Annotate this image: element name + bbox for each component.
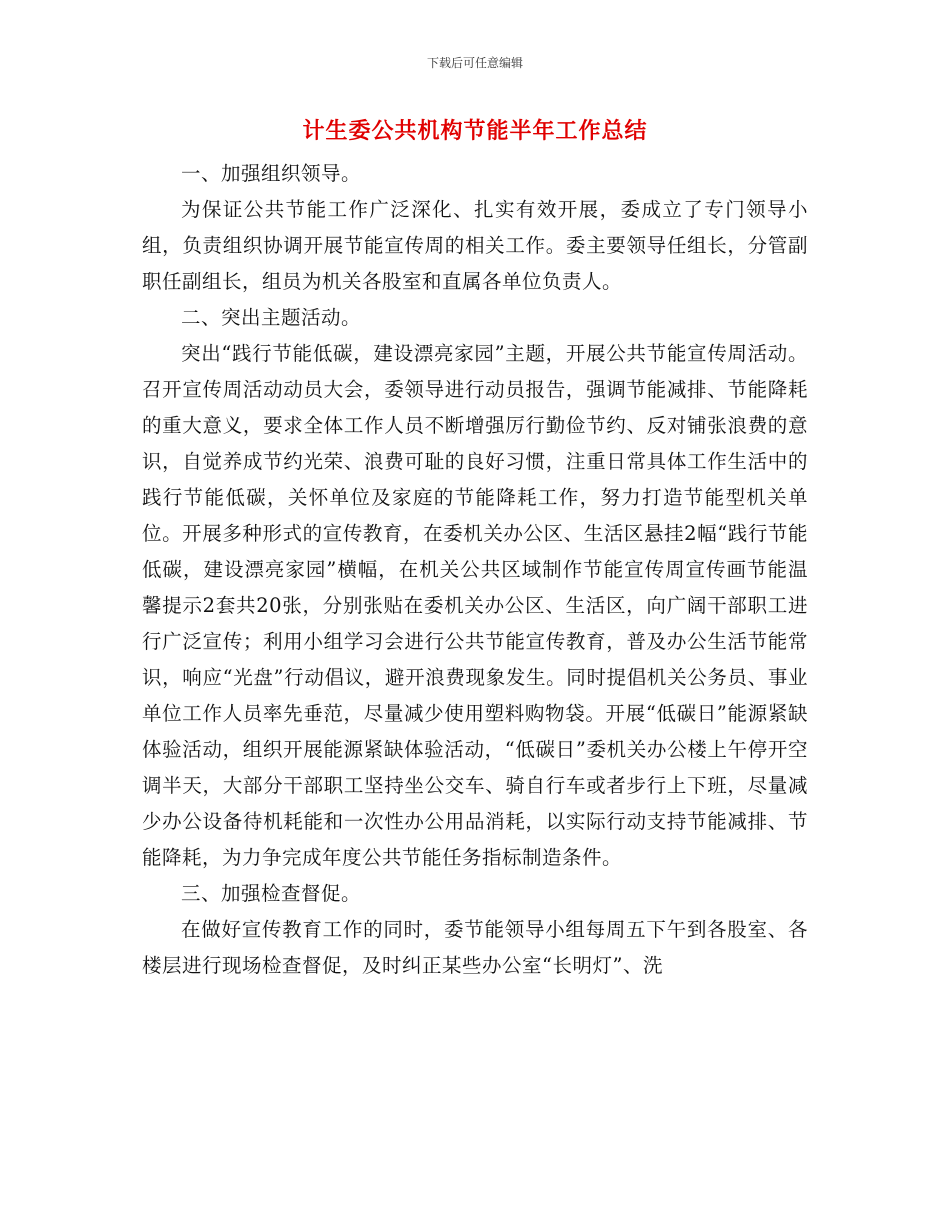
paragraph-theme-activities: 突出“践行节能低碳，建设漂亮家园”主题，开展公共节能宣传周活动。召开宣传周活动动员大会，委领导进行动员报告，强调节能减排、节能降耗的重大意义，要求全体工作人员不断增强厉行勤俭节约、反对铺张浪费的意识，自觉养成节约光荣、浪费可耻的良好习惯，注重日常具体工作生活中的践行节能低碳，关怀单位及家庭的节能降耗工作，努力打造节能型机关单位。开展多种形式的宣传教育，在委机关办公区、生活区悬挂2幅“践行节能低碳，建设漂亮家园”横幅，在机关公共区域制作节能宣传周宣传画节能温馨提示2套共20张，分别张贴在委机关办公区、生活区，向广阔干部职工进行广泛宣传；利用小组学习会进行公共节能宣传教育，普及办公生活节能常识，响应“光盘”行动倡议，避开浪费现象发生。同时提倡机关公务员、事业单位工作人员率先垂范，尽量减少使用塑料购物袋。开展“低碳日”能源紧缺体验活动，组织开展能源紧缺体验活动，“低碳日”委机关办公楼上午停开空调半天，大部分干部职工坚持坐公交车、骑自行车或者步行上下班，尽量减少办公设备待机耗能和一次性办公用品消耗，以实际行动支持节能减排、节能降耗，为力争完成年度公共节能任务指标制造条件。 [142,342,808,869]
section-heading-2: 二、突出主题活动。 [181,306,362,329]
section-heading-3: 三、加强检查督促。 [181,882,362,905]
document-title: 计生委公共机构节能半年工作总结 [302,119,648,144]
paragraph-organization: 为保证公共节能工作广泛深化、扎实有效开展，委成立了专门领导小组，负责组织协调开展节能宣传周的相关工作。委主要领导任组长，分管副职任副组长，组员为机关各股室和直属各单位负责人。 [142,198,808,293]
header-note: 下载后可任意编辑 [426,56,523,70]
section-heading-1: 一、加强组织领导。 [181,162,362,185]
document-body [142,156,808,984]
paragraph-inspection: 在做好宣传教育工作的同时，委节能领导小组每周五下午到各股室、各楼层进行现场检查督促，及时纠正某些办公室“长明灯”、洗 [142,918,808,977]
